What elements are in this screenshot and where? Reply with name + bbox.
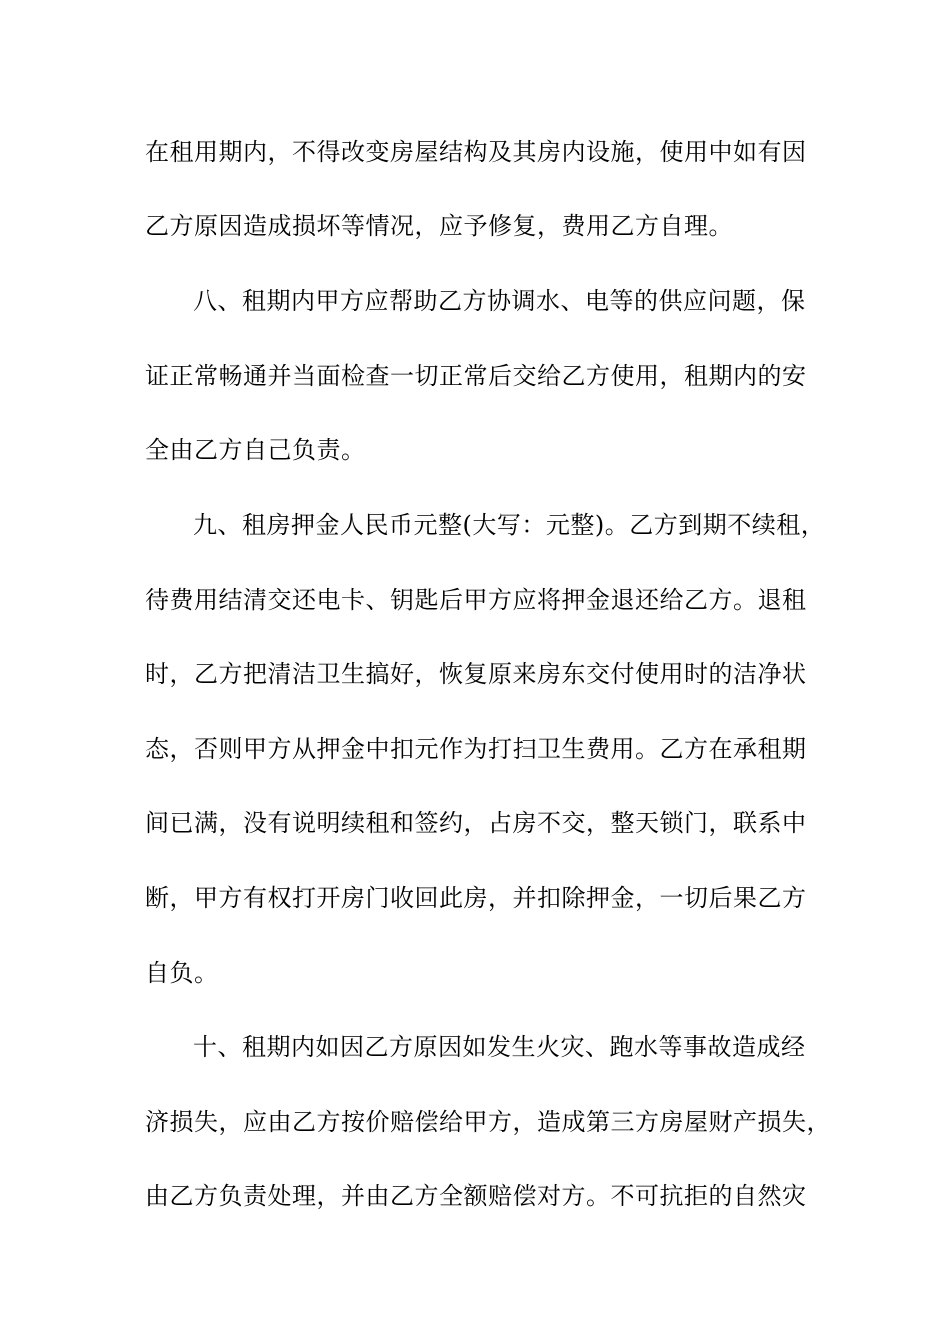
paragraph-8-line-2: 证正常畅通并当面检查一切正常后交给乙方使用，租期内的安: [145, 362, 807, 390]
paragraph-10-line-1: 十、租期内如因乙方原因如发生火灾、跑水等事故造成经: [193, 1033, 806, 1061]
paragraph-9-line-1: 九、租房押金人民币元整(大写：元整)。乙方到期不续租，: [193, 511, 826, 539]
paragraph-8-line-1: 八、租期内甲方应帮助乙方协调水、电等的供应问题，保: [193, 287, 806, 315]
paragraph-9-line-3: 时，乙方把清洁卫生搞好，恢复原来房东交付使用时的洁净状: [145, 660, 807, 688]
text-line-2: 乙方原因造成损坏等情况，应予修复，费用乙方自理。: [145, 212, 733, 240]
paragraph-9-line-4: 态，否则甲方从押金中扣元作为打扫卫生费用。乙方在承租期: [145, 735, 807, 763]
text-line-1: 在租用期内，不得改变房屋结构及其房内设施，使用中如有因: [145, 138, 807, 166]
paragraph-9-line-5: 间已满，没有说明续租和签约，占房不交，整天锁门，联系中: [145, 809, 807, 837]
paragraph-10-line-2: 济损失，应由乙方按价赔偿给甲方，造成第三方房屋财产损失，: [145, 1108, 831, 1136]
paragraph-9-line-6: 断，甲方有权打开房门收回此房，并扣除押金，一切后果乙方: [145, 884, 807, 912]
paragraph-8-line-3: 全由乙方自己负责。: [145, 436, 366, 464]
paragraph-10-line-3: 由乙方负责处理，并由乙方全额赔偿对方。不可抗拒的自然灾: [145, 1182, 807, 1210]
paragraph-9-line-2: 待费用结清交还电卡、钥匙后甲方应将押金退还给乙方。退租: [145, 586, 807, 614]
paragraph-9-line-7: 自负。: [145, 959, 219, 987]
